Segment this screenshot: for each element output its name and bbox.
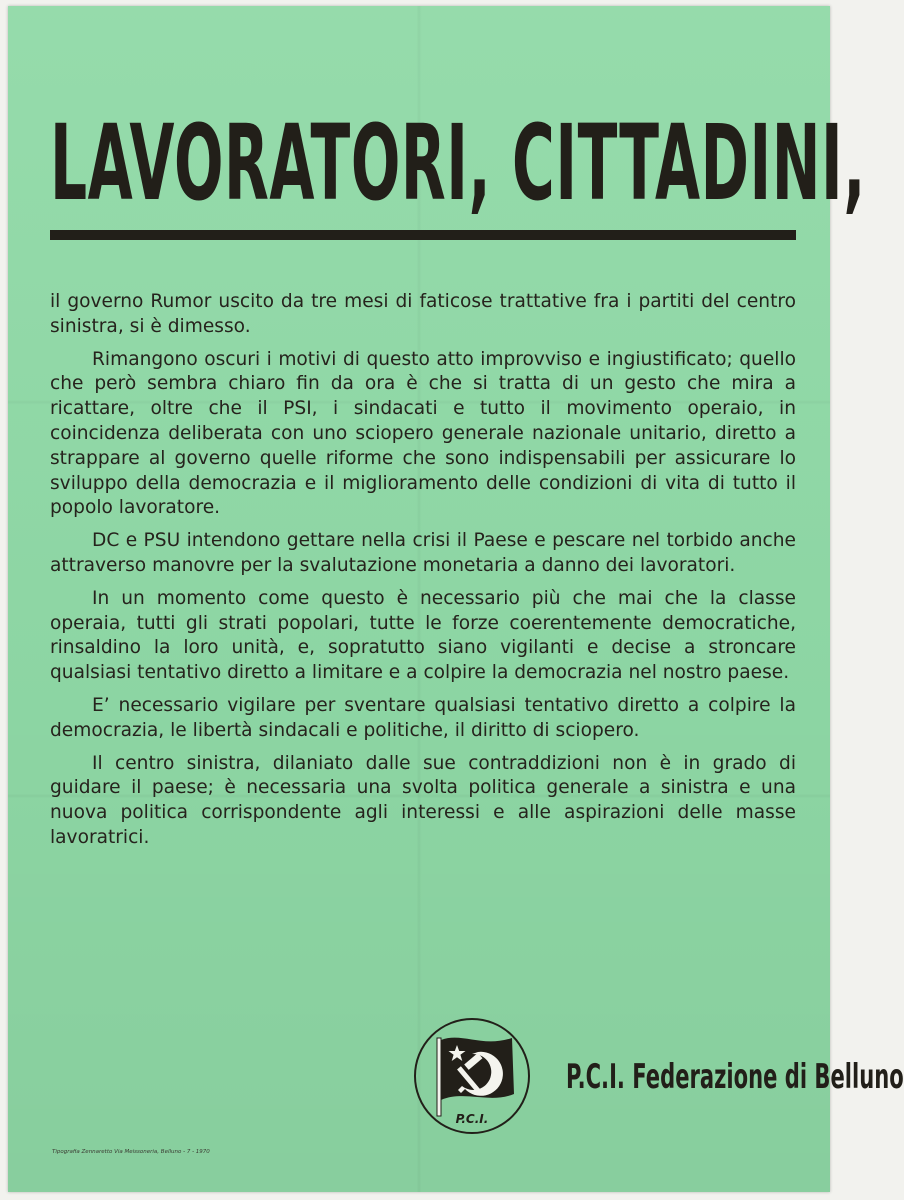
body-paragraph: Rimangono oscuri i motivi di questo atto improvviso e ingiustificato; quello che però sembra chiaro fin da ora è che si tratta di un gesto che mira a ricattare, oltre che il PSI, i sindacati e tutto il movimento operaio, in coincidenza deliberata con uno sciopero generale nazionale unitario, diretto a strappare al governo quelle riforme che sono indispensabili per assicurare lo sviluppo della democrazia e il miglioramento delle condizioni di vita di tutto il popolo lavoratore. bbox=[50, 348, 796, 519]
poster-body bbox=[50, 290, 796, 859]
printer-imprint: Tipografia Zennaretto Via Meissoneria, Belluno - 7 - 1970 bbox=[52, 1149, 210, 1155]
body-paragraph: DC e PSU intendono gettare nella crisi il Paese e pescare nel torbido anche attraverso manovre per la svalutazione monetaria a danno dei lavoratori. bbox=[50, 530, 796, 576]
poster-headline: LAVORATORI, CITTADINI, bbox=[50, 102, 866, 224]
flagpole bbox=[437, 1038, 441, 1116]
body-paragraph: In un momento come questo è necessario più che mai che la classe operaia, tutti gli strati popolari, tutte le forze coerentemente democratiche, rinsaldino la loro unità, e, sopratutto siano vigilanti e decise a stroncare qualsiasi tentativo diretto a limitare e a colpire la democrazia nel nostro paese. bbox=[50, 587, 796, 684]
logo-text: P.C.I. bbox=[455, 1112, 489, 1126]
poster-signature: P.C.I. Federazione di Belluno bbox=[566, 1057, 904, 1097]
body-paragraph: il governo Rumor uscito da tre mesi di faticose trattative fra i partiti del centro sinistra, si è dimesso. bbox=[50, 291, 796, 337]
poster bbox=[8, 6, 904, 1192]
headline-rule bbox=[50, 230, 796, 240]
body-paragraph: E’ necessario vigilare per sventare qualsiasi tentativo diretto a colpire la democrazia, le libertà sindacali e politiche, il diritto di sciopero. bbox=[50, 694, 796, 741]
pci-logo-icon bbox=[412, 1016, 532, 1136]
body-paragraph: Il centro sinistra, dilaniato dalle sue contraddizioni non è in grado di guidare il paese; è necessaria una svolta politica generale a sinistra e una nuova politica corrispondente agli interessi e alle aspirazioni delle masse lavoratrici. bbox=[50, 752, 796, 848]
